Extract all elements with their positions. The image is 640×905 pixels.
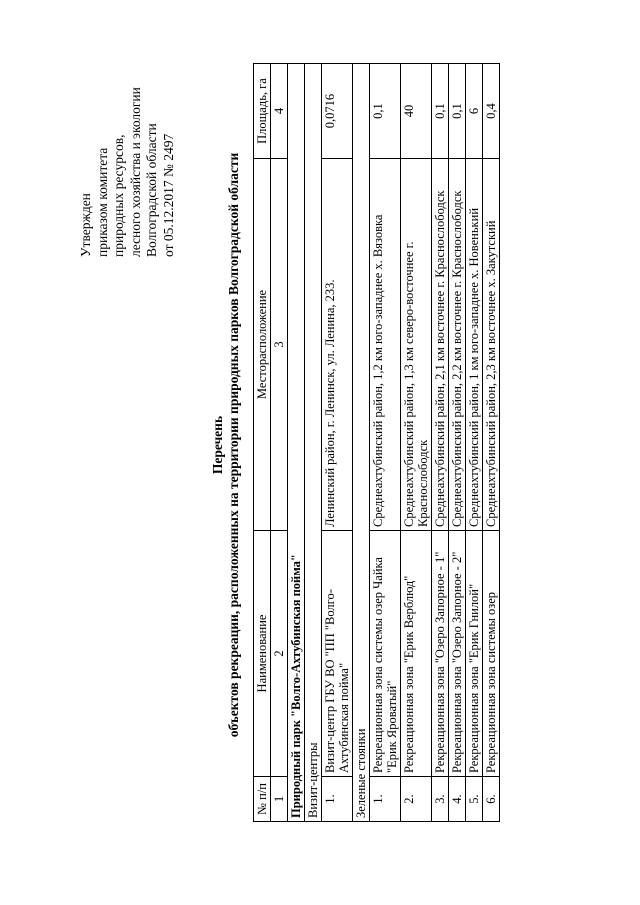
- table-row: [483, 64, 500, 822]
- approval-line: Утвержден: [78, 193, 93, 257]
- row-name: Рекреационная зона "Озеро Запорное - 1": [432, 531, 449, 777]
- section-visit-centers: Визит-центры: [305, 64, 322, 822]
- row-name: Визит-центр ГБУ ВО "ПП "Волго-Ахтубинская пойма": [322, 531, 353, 777]
- table-row: [370, 64, 401, 822]
- row-name: Рекреационная зона "Озеро Запорное - 2": [449, 531, 466, 777]
- header-area: Площадь, га: [254, 64, 271, 159]
- approval-block: [78, 27, 177, 257]
- row-area: 0,1: [432, 64, 449, 159]
- row-num: 1.: [370, 777, 401, 822]
- col-number: 4: [271, 64, 288, 159]
- recreation-objects-table: [253, 63, 500, 822]
- table-row: [432, 64, 449, 822]
- row-num: 2.: [401, 777, 432, 822]
- header-num: № п/п: [254, 777, 271, 822]
- row-name: Рекреационная зона системы озер: [483, 531, 500, 777]
- section-row: [305, 64, 322, 822]
- park-title: Природный парк "Волго-Ахтубинская пойма": [288, 64, 305, 822]
- row-num: 1.: [322, 777, 353, 822]
- approval-line: природных ресурсов,: [111, 134, 126, 257]
- row-location: Среднеахтубинский район, 2,2 км восточнее г. Краснослободск: [449, 159, 466, 531]
- row-location: Среднеахтубинский район, 1,3 км северо-восточнее г. Краснослободск: [401, 159, 432, 531]
- row-num: 3.: [432, 777, 449, 822]
- table-header-row: [254, 64, 271, 822]
- column-numbers-row: [271, 64, 288, 822]
- row-area: 0,0716: [322, 64, 353, 159]
- approval-line: от 05.12.2017 № 2497: [160, 133, 176, 257]
- approval-line: лесного хозяйства и экологии: [127, 87, 143, 257]
- col-number: 1: [271, 777, 288, 822]
- header-name: Наименование: [254, 531, 271, 777]
- table-row: [322, 64, 353, 822]
- col-number: 3: [271, 159, 288, 531]
- row-name: Рекреационная зона "Ерик Верблюд": [401, 531, 432, 777]
- approval-line: приказом комитета: [94, 147, 110, 257]
- row-name: Рекреационная зона системы озер Чайка "Ерик Яроватый": [370, 531, 401, 777]
- row-location: Среднеахтубинский район, 1,2 км юго-западнее х. Вязовка: [370, 159, 401, 531]
- table-row: [401, 64, 432, 822]
- row-area: 6: [466, 64, 483, 159]
- row-location: Ленинский район, г. Ленинск, ул. Ленина, 233.: [322, 159, 353, 531]
- table-row: [466, 64, 483, 822]
- section-green-parking: Зеленые стоянки: [353, 64, 370, 822]
- row-name: Рекреационная зона "Ерик Гнилой": [466, 531, 483, 777]
- row-num: 4.: [449, 777, 466, 822]
- row-num: 5.: [466, 777, 483, 822]
- row-location: Среднеахтубинский район, 1 км юго-западнее х. Новенький: [466, 159, 483, 531]
- document-title: Перечень: [210, 415, 225, 475]
- row-location: Среднеахтубинский район, 2,3 км восточнее х. Закутский: [483, 159, 500, 531]
- row-area: 0,4: [483, 64, 500, 159]
- row-area: 0,1: [449, 64, 466, 159]
- row-location: Среднеахтубинский район, 2,1 км восточнее г. Краснослободск: [432, 159, 449, 531]
- col-number: 2: [271, 531, 288, 777]
- header-location: Месторасположение: [254, 159, 271, 531]
- park-title-row: [288, 64, 305, 822]
- row-num: 6.: [483, 777, 500, 822]
- document-subtitle: объектов рекреации, расположенных на территории природных парков Волгоградской области: [226, 152, 241, 738]
- section-row: [353, 64, 370, 822]
- approval-line: Волгоградской области: [144, 123, 159, 257]
- row-area: 0,1: [370, 64, 401, 159]
- table-row: [449, 64, 466, 822]
- row-area: 40: [401, 64, 432, 159]
